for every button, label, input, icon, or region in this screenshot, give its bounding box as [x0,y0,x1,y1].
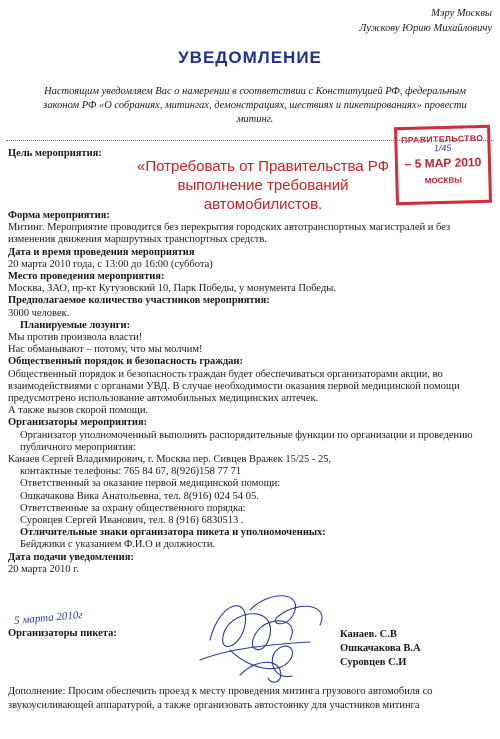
place-text: Москва, ЗАО, пр-кт Кутузовский 10, Парк Победы, у монумента Победы. [8,283,336,295]
stamp-date: – 5 МАР 2010 [404,154,482,172]
document-body [8,210,492,576]
handwritten-date: 5 марта 2010г [13,609,84,627]
form-text: Митинг. Мероприятие проводится без перекрытия городских автотранспортных магистралей и без изменения движения маршрутных транспортных средств. [8,222,451,246]
badges-label: Отличительные знаки организатора пикета и уполномоченных: [20,527,326,539]
stamp-city: МОСКВЫ [424,175,463,186]
place-label: Место проведения мероприятия: [8,271,165,283]
signer-1: Канаев. С.В [340,629,397,640]
organizers-label: Организаторы мероприятия: [8,417,148,429]
stamp-org: ПРАВИТЕЛЬСТВО [401,132,484,146]
filed-text: 20 марта 2010 г. [8,563,79,575]
signers-label: Организаторы пикета: [8,628,117,639]
addressee-line1: Мэру Москвы [431,8,492,19]
badges-text: Бейджики с указанием Ф.И.О и должности. [20,539,216,551]
slogans-label: Планируемые лозунги: [20,319,131,331]
document-title: УВЕДОМЛЕНИЕ [178,48,322,67]
participants-text: 3000 человек. [8,307,70,319]
datetime-text: 20 марта 2010 года, с 13:00 до 16:00 (суббота) [8,258,213,270]
signature-scribble [180,580,350,690]
addressee [359,6,492,36]
slogan-1: Мы против произвола власти! [8,332,143,344]
slogan-2: Нас обманывают – потому, что мы молчим! [8,344,203,356]
stamp-number: 1/45 [433,142,452,154]
goal-text: «Потребовать от Правительства РФ выполнение требований автомобилистов. [136,158,390,213]
registration-stamp [394,125,492,205]
medic-label: Ответственный за оказание первой медицинской помощи: [20,478,281,490]
addendum-text: Дополнение: Просим обеспечить проезд к месту проведения митинга грузового автомобиля со звукоусиливающей аппаратурой, а также организовать автостоянку для участников митинга [8,686,433,711]
signer-names [340,628,421,670]
guard-text: Суровцев Сергей Иванович, тел. 8 (916) 6830513 . [20,515,244,527]
medic-text: Ошкачакова Вика Анатольевна, тел. 8(916) 024 54 05. [20,490,259,502]
signer-2: Ошкачакова В.А [340,643,421,654]
order-label: Общественный порядок и безопасность граждан: [8,356,243,368]
organizer-phones: контактные телефоны: 765 84 67, 8(926)158 77 71 [20,466,242,478]
form-label: Форма мероприятия: [8,210,110,221]
organizer-main: Канаев Сергей Владимирович, г. Москва пер. Сивцев Вражек 15/25 - 25, [8,454,332,466]
organizers-text: Организатор уполномоченный выполнять распорядительные функции по организации и проведению публичного мероприятия: [20,429,473,453]
order-text: Общественный порядок и безопасность граждан будет обеспечиваться организаторами акции, во взаимодействиями с органами УВД. В случае необходимости оказания первой медицинской помощи предусмотрено использование автомобильных медицинских аптечек. [8,368,460,405]
filed-label: Дата подачи уведомления: [8,551,134,563]
participants-label: Предполагаемое количество участников мероприятия: [8,295,270,307]
guard-label: Ответственные за охрану общественного порядка: [20,502,246,514]
ambulance-text: А также вызов скорой помощи. [8,405,149,417]
intro-paragraph: Настоящим уведомляем Вас о намерении в соответствии с Конституцией РФ, федеральным законом РФ «О собраниях, митингах, демонстрациях, шествиях и пикетированиях» провести митинг. [43,86,467,125]
datetime-label: Дата и время проведения мероприятия [8,246,195,258]
signer-3: Суровцев С.И [340,657,407,668]
goal-label: Цель мероприятия: [8,148,102,159]
addressee-line2: Лужкову Юрию Михайловичу [359,23,492,34]
